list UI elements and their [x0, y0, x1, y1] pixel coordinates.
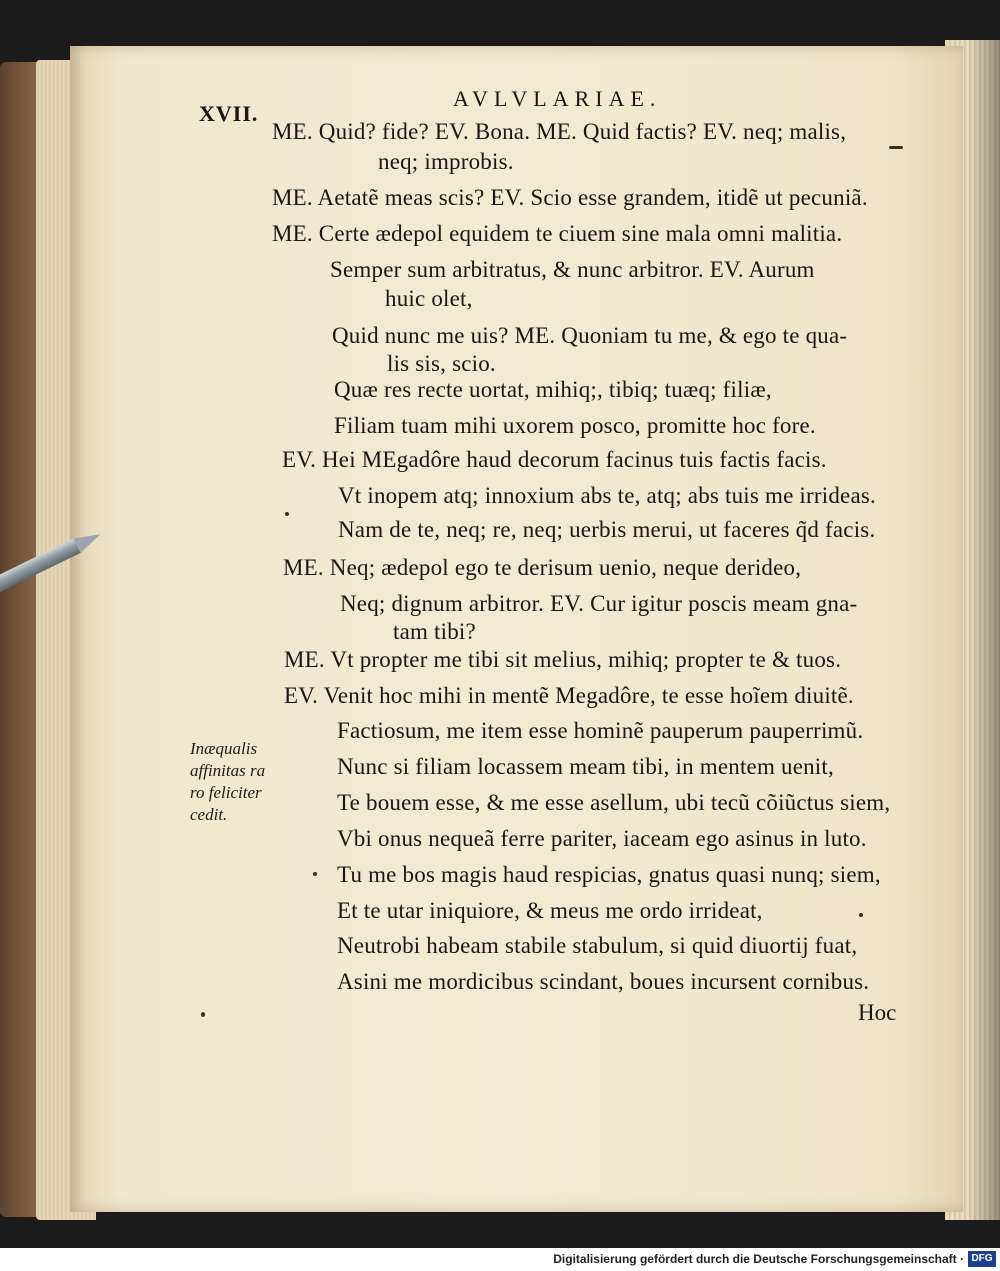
- text-line: Nam de te, neq; re, neq; uerbis merui, ut faceres q̃d facis.: [338, 517, 876, 542]
- text-line: Te bouem esse, & me esse asellum, ubi tecũ cõiũctus siem,: [337, 790, 891, 815]
- margin-note-line: ro feliciter: [190, 783, 262, 802]
- catchword: Hoc: [858, 1000, 897, 1025]
- text-line: ME. Vt propter me tibi sit melius, mihiq; propter te & tuos.: [284, 647, 842, 672]
- text-line: ME. Aetatẽ meas scis? EV. Scio esse grandem, itidẽ ut pecuniã.: [272, 185, 868, 210]
- page-shadow: [968, 40, 1000, 1220]
- ink-speck: [201, 1012, 205, 1017]
- ink-mark: [889, 146, 903, 149]
- ink-speck: [859, 913, 863, 917]
- text-line: Vt inopem atq; innoxium abs te, atq; abs tuis me irrideas.: [338, 483, 876, 508]
- ink-speck: [285, 512, 289, 516]
- text-line: Et te utar iniquiore, & meus me ordo irrideat,: [337, 898, 763, 923]
- text-line: Nunc si filiam locassem meam tibi, in mentem uenit,: [337, 754, 834, 779]
- text-line: ME. Quid? fide? EV. Bona. ME. Quid factis? EV. neq; malis,: [272, 119, 847, 144]
- margin-note-line: affinitas ra: [190, 761, 266, 780]
- footer-credit: Digitalisierung gefördert durch die Deutsche Forschungsgemeinschaft ·: [553, 1252, 964, 1266]
- text-line: Asini me mordicibus scindant, boues incursent cornibus.: [337, 969, 870, 994]
- text-line: Factiosum, me item esse hominẽ pauperum pauperrimũ.: [337, 718, 864, 743]
- text-line: Quæ res recte uortat, mihiq;, tibiq; tuæq; filiæ,: [334, 377, 772, 402]
- text-line: tam tibi?: [393, 619, 476, 644]
- text-line: Neq; dignum arbitror. EV. Cur igitur poscis meam gna-: [340, 591, 858, 616]
- text-line: EV. Venit hoc mihi in mentẽ Megadôre, te esse hoĩem diuitẽ.: [284, 683, 854, 708]
- margin-note-line: cedit.: [190, 805, 228, 824]
- text-line: ME. Certe ædepol equidem te ciuem sine mala omni malitia.: [272, 221, 843, 246]
- text-line: Vbi onus nequeã ferre pariter, iaceam ego asinus in luto.: [337, 826, 867, 851]
- margin-note-line: Inæqualis: [190, 739, 258, 758]
- running-head: AVLVLARIAE.: [453, 86, 662, 111]
- text-line: lis sis, scio.: [387, 351, 496, 376]
- text-line: Filiam tuam mihi uxorem posco, promitte hoc fore.: [334, 413, 816, 438]
- text-line: Quid nunc me uis? ME. Quoniam tu me, & ego te qua-: [332, 323, 848, 348]
- ink-speck: [313, 872, 317, 876]
- text-line: Tu me bos magis haud respicias, gnatus quasi nunq; siem,: [337, 862, 881, 887]
- margin-note: [190, 738, 285, 826]
- text-line: EV. Hei MEgadôre haud decorum facinus tuis factis facis.: [282, 447, 827, 472]
- pointer-tip: [74, 527, 104, 553]
- folio-number: XVII.: [199, 101, 259, 126]
- footer-bar: [0, 1248, 1000, 1271]
- text-line: Semper sum arbitratus, & nunc arbitror. EV. Aurum: [330, 257, 815, 282]
- text-line: Neutrobi habeam stabile stabulum, si quid diuortij fuat,: [337, 933, 858, 958]
- text-line: huic olet,: [385, 286, 473, 311]
- text-line: ME. Neq; ædepol ego te derisum uenio, neque derideo,: [283, 555, 802, 580]
- dfg-logo: DFG: [968, 1251, 996, 1267]
- text-line: neq; improbis.: [378, 149, 514, 174]
